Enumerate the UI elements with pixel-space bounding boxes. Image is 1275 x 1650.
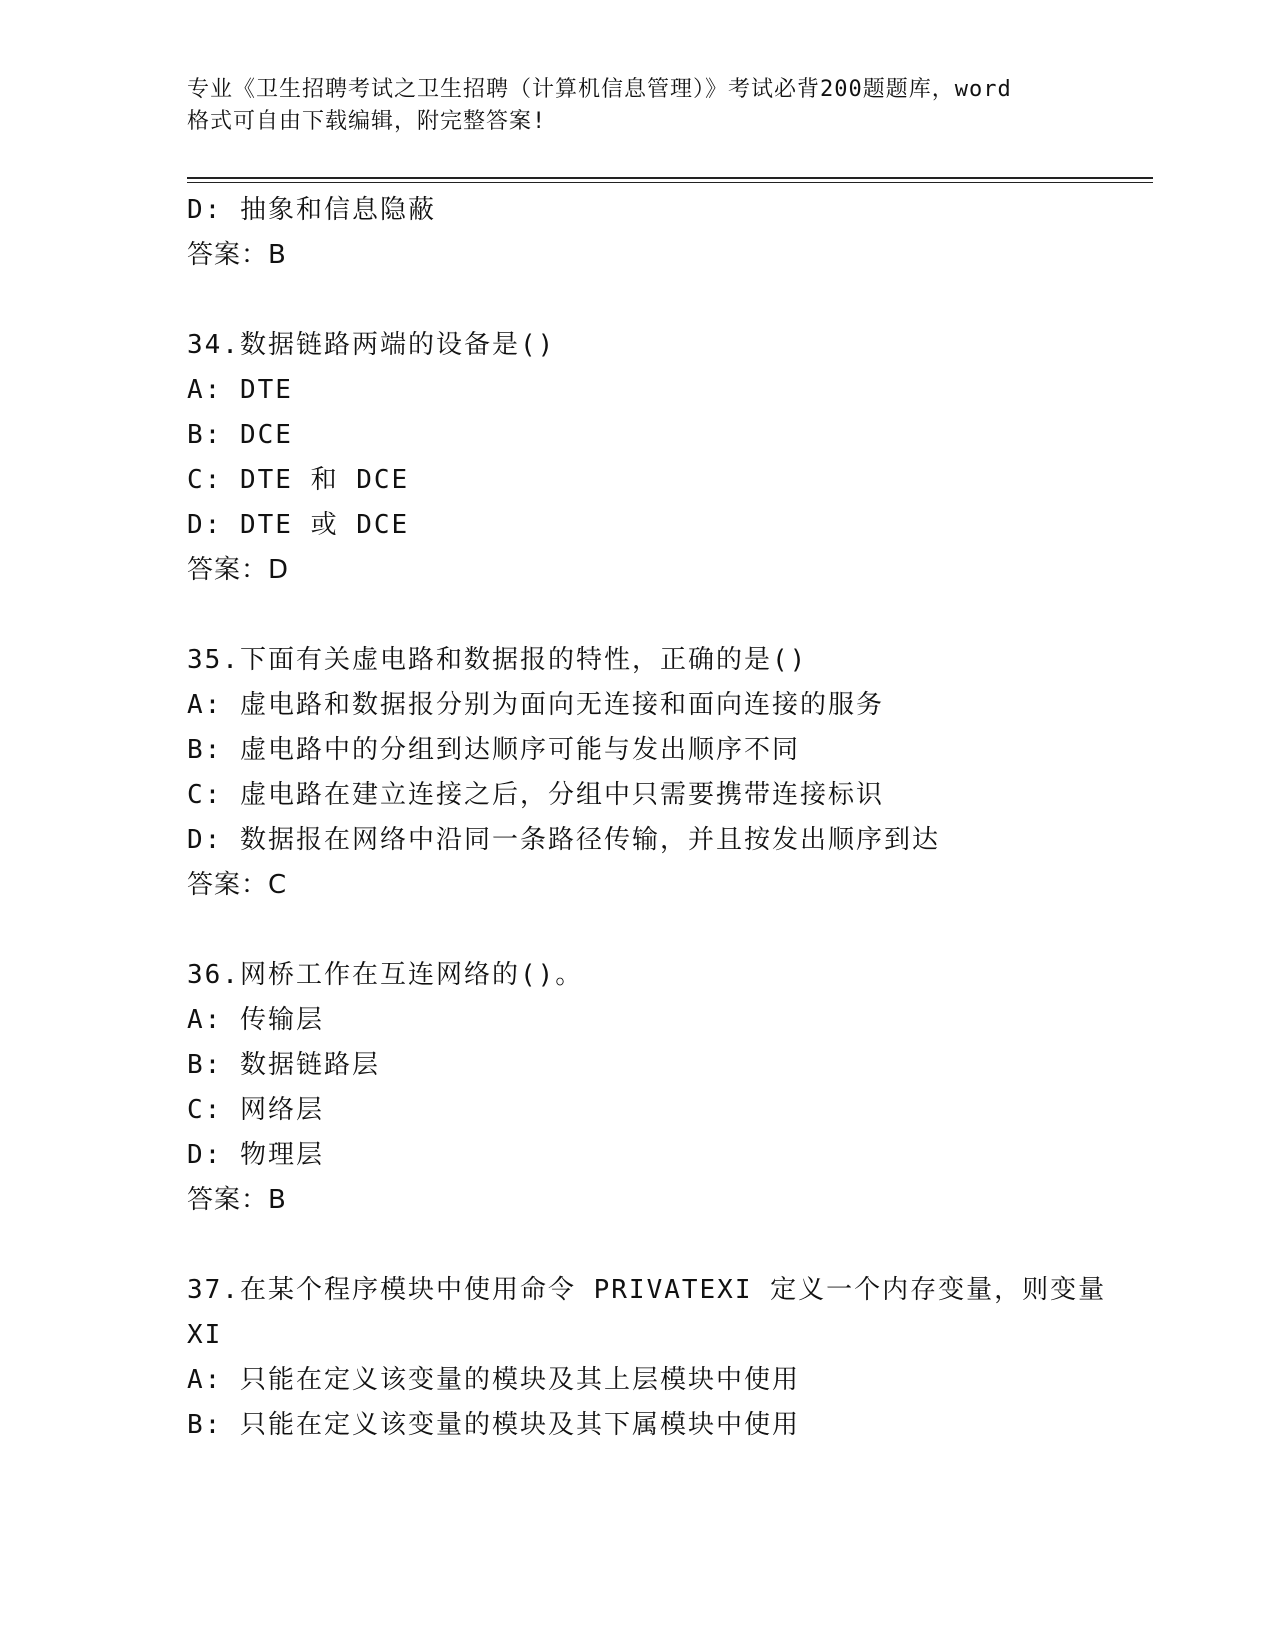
option-c: C: DTE 和 DCE bbox=[187, 465, 410, 495]
header-line-2: 格式可自由下载编辑，附完整答案! bbox=[187, 109, 547, 134]
header-divider bbox=[187, 177, 1153, 183]
option-d: D: 数据报在网络中沿同一条路径传输，并且按发出顺序到达 bbox=[187, 825, 940, 855]
question-block-36 bbox=[187, 953, 1147, 1223]
option-a: A: 虚电路和数据报分别为面向无连接和面向连接的服务 bbox=[187, 690, 884, 720]
option-c: C: 网络层 bbox=[187, 1095, 324, 1125]
answer-line: 答案：C bbox=[187, 870, 288, 900]
option-d: D: DTE 或 DCE bbox=[187, 510, 410, 540]
question-text-line-2: XI bbox=[187, 1320, 223, 1350]
spacer bbox=[187, 593, 1147, 638]
question-block-partial bbox=[187, 188, 1147, 278]
question-text-line-1: 37.在某个程序模块中使用命令 PRIVATEXI 定义一个内存变量，则变量 bbox=[187, 1275, 1107, 1305]
spacer bbox=[187, 278, 1147, 323]
document-header bbox=[187, 74, 1087, 138]
question-list bbox=[187, 188, 1147, 1448]
option-b: B: 数据链路层 bbox=[187, 1050, 380, 1080]
option-a: A: 只能在定义该变量的模块及其上层模块中使用 bbox=[187, 1365, 800, 1395]
question-text: 34.数据链路两端的设备是() bbox=[187, 330, 556, 360]
question-block-37 bbox=[187, 1268, 1147, 1448]
option-d: D: 物理层 bbox=[187, 1140, 324, 1170]
answer-line: 答案：B bbox=[187, 240, 287, 270]
option-b: B: 只能在定义该变量的模块及其下属模块中使用 bbox=[187, 1410, 800, 1440]
option-b: B: DCE bbox=[187, 420, 293, 450]
question-block-34 bbox=[187, 323, 1147, 593]
spacer bbox=[187, 908, 1147, 953]
option-b: B: 虚电路中的分组到达顺序可能与发出顺序不同 bbox=[187, 735, 800, 765]
option-a: A: 传输层 bbox=[187, 1005, 324, 1035]
question-text: 35.下面有关虚电路和数据报的特性，正确的是() bbox=[187, 645, 808, 675]
question-text: 36.网桥工作在互连网络的()。 bbox=[187, 960, 584, 990]
option-c: C: 虚电路在建立连接之后，分组中只需要携带连接标识 bbox=[187, 780, 884, 810]
option-a: A: DTE bbox=[187, 375, 293, 405]
header-line-1: 专业《卫生招聘考试之卫生招聘（计算机信息管理）》考试必背200题题库，word bbox=[187, 77, 1012, 102]
question-block-35 bbox=[187, 638, 1147, 908]
spacer bbox=[187, 1223, 1147, 1268]
answer-line: 答案：B bbox=[187, 1185, 287, 1215]
option-d: D: 抽象和信息隐蔽 bbox=[187, 195, 436, 225]
answer-line: 答案：D bbox=[187, 555, 290, 585]
